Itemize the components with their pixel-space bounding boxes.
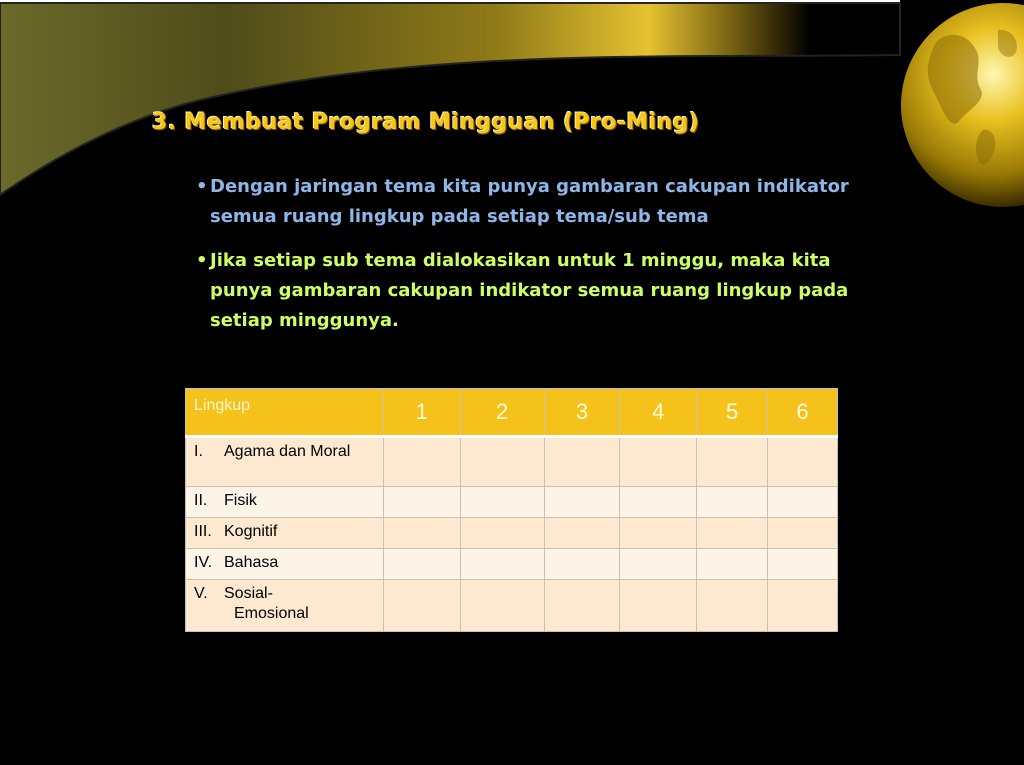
- table-cell: [697, 437, 768, 487]
- row-name: Agama dan Moral: [224, 443, 351, 460]
- table-cell: [768, 487, 838, 518]
- header-week-2: 2: [460, 389, 544, 437]
- header-week-1: 1: [383, 389, 460, 437]
- table-cell: [620, 437, 697, 487]
- table-cell: [383, 549, 460, 580]
- table-cell: [544, 518, 620, 549]
- row-name: Fisik: [224, 492, 257, 509]
- bullet-list: [196, 172, 856, 350]
- header-week-6: 6: [768, 389, 838, 437]
- row-number: II.: [194, 492, 208, 509]
- table-cell: [460, 549, 544, 580]
- table-cell: [620, 518, 697, 549]
- table-cell: [460, 487, 544, 518]
- row-label: [186, 518, 384, 549]
- table-cell: [460, 437, 544, 487]
- table-cell: [544, 487, 620, 518]
- table-cell: [768, 437, 838, 487]
- row-label: [186, 549, 384, 580]
- table-cell: [620, 580, 697, 632]
- weekly-program-table: [185, 388, 838, 632]
- table-cell: [620, 487, 697, 518]
- table-cell: [768, 518, 838, 549]
- header-week-4: 4: [620, 389, 697, 437]
- row-name-continued: Emosional: [234, 605, 309, 622]
- table-cell: [460, 580, 544, 632]
- table-cell: [460, 518, 544, 549]
- table-cell: [697, 487, 768, 518]
- table-cell: [544, 580, 620, 632]
- bullet-text: Dengan jaringan tema kita punya gambaran cakupan indikator semua ruang lingkup pada setiap tema/sub tema: [210, 176, 849, 227]
- table-cell: [697, 518, 768, 549]
- row-number: V.: [194, 585, 208, 602]
- row-label: [186, 487, 384, 518]
- header-week-5: 5: [697, 389, 768, 437]
- table-cell: [697, 549, 768, 580]
- table-cell: [383, 487, 460, 518]
- table-cell: [768, 580, 838, 632]
- row-name: Sosial-: [224, 585, 273, 602]
- table-row: [186, 518, 838, 549]
- table-header-row: [186, 389, 838, 437]
- table-row: [186, 580, 838, 632]
- row-number: III.: [194, 523, 212, 540]
- header-lingkup: Lingkup: [186, 389, 384, 437]
- row-name: Kognitif: [224, 523, 278, 540]
- table-cell: [544, 549, 620, 580]
- table-cell: [620, 549, 697, 580]
- table-cell: [383, 580, 460, 632]
- table-row: [186, 549, 838, 580]
- gold-swoosh-decoration: [0, 0, 1024, 200]
- table-cell: [383, 518, 460, 549]
- globe-icon: [898, 0, 1024, 210]
- bullet-text: Jika setiap sub tema dialokasikan untuk 1 minggu, maka kita punya gambaran cakupan indikator semua ruang lingkup pada setiap minggunya.: [210, 250, 849, 331]
- table-cell: [768, 549, 838, 580]
- header-week-3: 3: [544, 389, 620, 437]
- bullet-item: [196, 246, 856, 336]
- table-cell: [697, 580, 768, 632]
- table-cell: [383, 437, 460, 487]
- slide-title: 3. Membuat Program Mingguan (Pro-Ming): [152, 110, 700, 135]
- row-number: I.: [194, 443, 203, 460]
- row-number: IV.: [194, 554, 213, 571]
- table-cell: [544, 437, 620, 487]
- bullet-dot: •: [196, 176, 208, 197]
- table-row: [186, 437, 838, 487]
- bullet-item: [196, 172, 856, 232]
- row-label: [186, 437, 384, 487]
- bullet-dot: •: [196, 250, 208, 271]
- row-label: [186, 580, 384, 632]
- row-name: Bahasa: [224, 554, 279, 571]
- table-row: [186, 487, 838, 518]
